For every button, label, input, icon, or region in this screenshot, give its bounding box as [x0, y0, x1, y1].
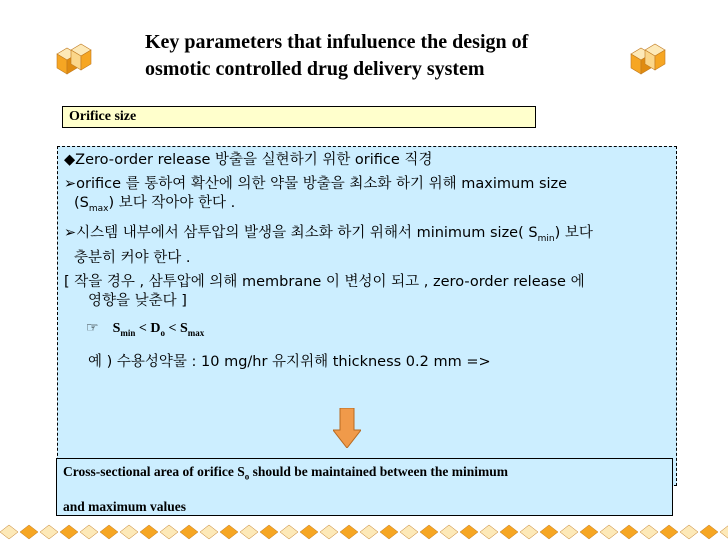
border-diamond	[520, 525, 538, 539]
bullet-min-size-cont: 충분히 커야 한다 .	[74, 249, 191, 266]
border-diamond	[420, 525, 438, 539]
bullet-note-text: [ 작을 경우 , 삼투압에 의해 membrane 이 변성이 되고 , zero-order release 에	[64, 273, 585, 290]
border-diamond	[560, 525, 578, 539]
border-diamond	[440, 525, 458, 539]
text-fragment: < S	[164, 320, 188, 336]
cube-stack-icon	[627, 40, 669, 82]
border-diamond	[480, 525, 498, 539]
border-diamond	[220, 525, 238, 539]
slide-title	[145, 29, 625, 83]
bullet-min-size	[64, 224, 668, 268]
pointing-hand-icon: ☞	[86, 320, 99, 336]
text-fragment: ➢시스템 내부에서 삼투압의 발생을 최소화 하기 위해서 minimum size( S	[64, 224, 538, 241]
border-diamond	[380, 525, 398, 539]
cube-stack-icon	[53, 40, 95, 82]
border-diamond	[700, 525, 718, 539]
subscript: o	[160, 327, 165, 338]
text-fragment: (S	[74, 195, 89, 211]
text-fragment: should be maintained between the minimum	[249, 464, 508, 479]
bullet-zero-order: ◆Zero-order release 방출을 실현하기 위한 orifice 직경	[64, 152, 433, 168]
border-diamond	[0, 525, 18, 539]
border-diamond	[200, 525, 218, 539]
border-diamond	[660, 525, 678, 539]
border-diamond	[160, 525, 178, 539]
bullet-max-size	[64, 175, 668, 219]
border-diamond	[620, 525, 638, 539]
section-label: Orifice size	[62, 106, 536, 128]
border-diamond	[140, 525, 158, 539]
border-diamond	[360, 525, 378, 539]
subscript: max	[187, 327, 205, 338]
note-line-2: and maximum values	[63, 498, 187, 514]
border-diamond	[400, 525, 418, 539]
border-diamond	[320, 525, 338, 539]
subscript: min	[120, 327, 136, 338]
text-fragment: < D	[135, 320, 161, 336]
border-diamond	[280, 525, 298, 539]
bullet-max-size-cont	[64, 194, 668, 219]
border-diamond	[600, 525, 618, 539]
content-box	[57, 146, 677, 486]
text-fragment: S	[112, 320, 121, 336]
border-diamond	[240, 525, 258, 539]
conclusion-note	[56, 458, 673, 516]
border-diamond	[120, 525, 138, 539]
bullet-note	[64, 273, 668, 311]
border-diamond	[540, 525, 558, 539]
border-diamond	[100, 525, 118, 539]
border-diamond	[260, 525, 278, 539]
bullet-note-cont: 영향을 낮춘다 ]	[88, 292, 187, 309]
border-diamond	[340, 525, 358, 539]
bullet-min-size-text	[64, 224, 668, 249]
subscript: min	[537, 233, 555, 244]
subscript: max	[88, 203, 109, 214]
title-line-2: osmotic controlled drug delivery system	[145, 58, 485, 80]
title-line-1: Key parameters that infuluence the design of	[145, 31, 529, 53]
border-diamond	[720, 525, 728, 539]
text-fragment: ) 보다 작아야 한다 .	[108, 195, 236, 211]
text-fragment: ) 보다	[554, 224, 593, 241]
text-fragment: Cross-sectional area of orifice S	[63, 464, 245, 479]
size-formula	[64, 319, 668, 343]
diamond-border-decoration	[0, 522, 728, 542]
border-diamond	[80, 525, 98, 539]
border-diamond	[300, 525, 318, 539]
border-diamond	[640, 525, 658, 539]
border-diamond	[680, 525, 698, 539]
subscript: o	[244, 471, 250, 482]
border-diamond	[60, 525, 78, 539]
border-diamond	[40, 525, 58, 539]
down-arrow-icon	[333, 408, 361, 448]
border-diamond	[180, 525, 198, 539]
border-diamond	[460, 525, 478, 539]
bullet-max-size-text: ➢orifice 를 통하여 확산에 의한 약물 방출을 최소화 하기 위해 maximum size	[64, 176, 568, 192]
example-line: 예 ) 수용성약물 : 10 mg/hr 유지위해 thickness 0.2 mm =>	[88, 353, 491, 370]
border-diamond	[500, 525, 518, 539]
border-diamond	[20, 525, 38, 539]
border-diamond	[580, 525, 598, 539]
